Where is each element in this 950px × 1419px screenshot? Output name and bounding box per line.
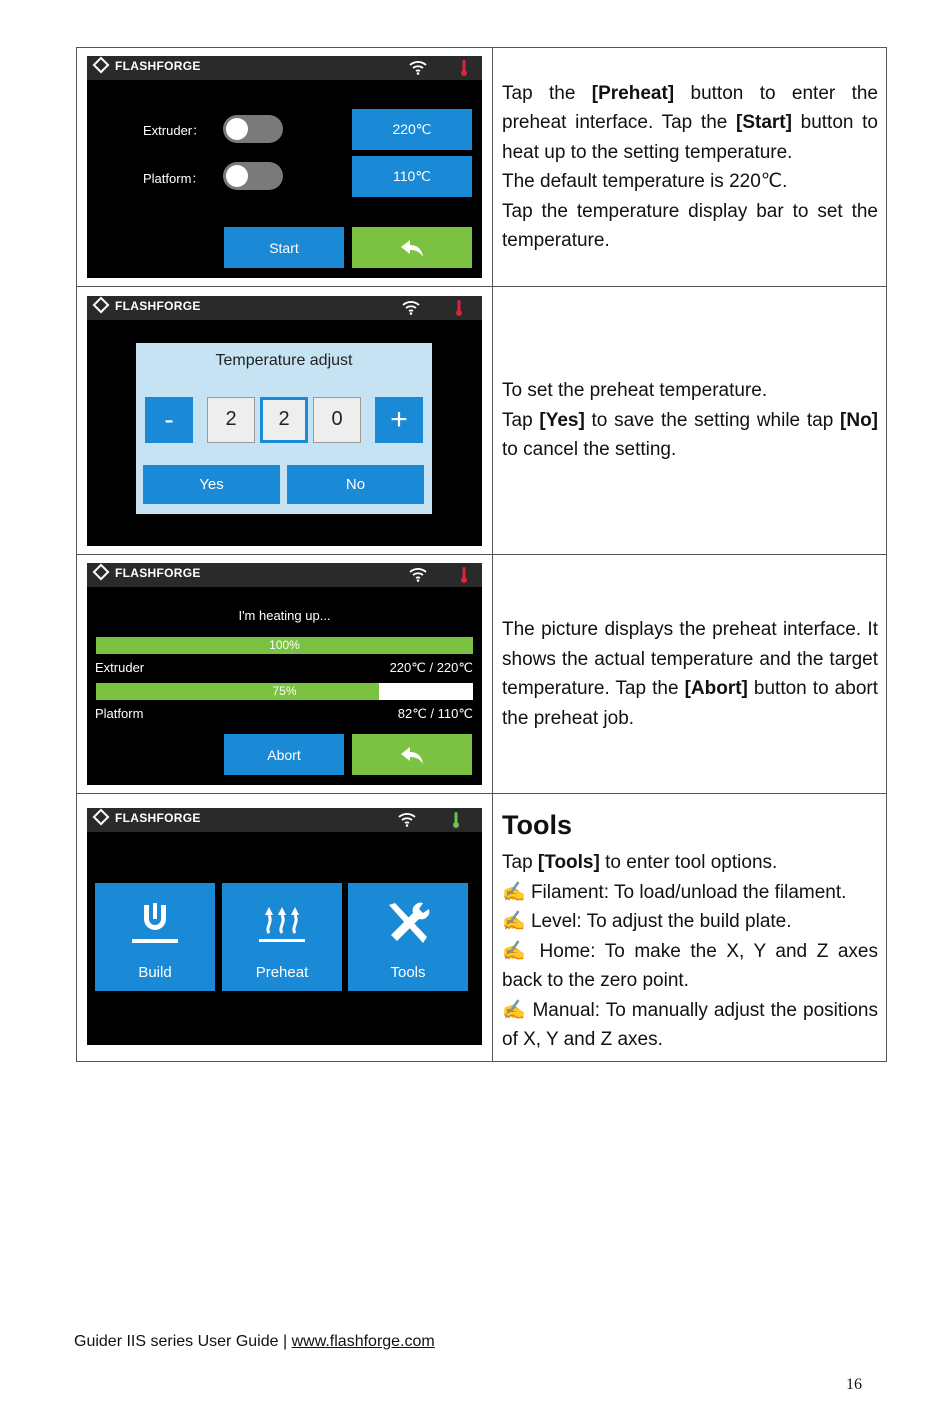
screen-cell: [77, 48, 493, 287]
preheat-screen: [87, 56, 482, 278]
abort-button[interactable]: Abort: [224, 734, 344, 775]
yes-no-note: Tap [Yes] to save the setting while tap [No] to cancel the setting.: [502, 409, 878, 461]
yes-button[interactable]: Yes: [143, 465, 280, 504]
list-item: ✍ Filament: To load/unload the filament.: [502, 881, 847, 903]
product-name: Guider IIS: [74, 1333, 147, 1350]
no-button[interactable]: No: [287, 465, 424, 504]
temperature-adjust-screen: [87, 296, 482, 546]
back-button[interactable]: [352, 227, 472, 268]
heating-description: The picture displays the preheat interface. It shows the actual temperature and the target temperature. Tap the [Abort] button to abort the preheat job.: [502, 619, 878, 729]
back-arrow-icon: [399, 238, 425, 258]
build-icon: [130, 899, 180, 947]
default-temp-note: The default temperature is 220℃.: [502, 171, 788, 192]
table-row: [77, 48, 887, 287]
heat-icon: [257, 899, 307, 947]
preheat-label: Preheat: [255, 964, 309, 981]
heating-status: I'm heating up...: [238, 608, 331, 623]
screen-cell: [77, 555, 493, 794]
screen-cell: [77, 794, 493, 1062]
page-footer: Guider IIS series User Guide | www.flashforge.com: [74, 1333, 435, 1350]
thermometer-icon: [455, 300, 463, 316]
decrease-button[interactable]: -: [145, 397, 193, 443]
platform-percent: 75%: [272, 684, 297, 698]
platform-temp-readout: 82℃ / 110℃: [397, 706, 473, 721]
platform-label: Platform：: [143, 171, 205, 186]
temperature-dialog: [136, 343, 432, 514]
wifi-icon: [409, 566, 427, 582]
extruder-percent: 100%: [269, 638, 300, 652]
platform-temp-button[interactable]: 110℃: [352, 156, 472, 197]
extruder-temp-button[interactable]: 220℃: [352, 109, 472, 150]
description-cell: [493, 48, 887, 287]
wifi-icon: [409, 59, 427, 75]
brand-logo: FLASHFORGE: [95, 299, 201, 313]
top-bar: [87, 56, 482, 80]
heating-screen: [87, 563, 482, 785]
tools-icon: [383, 899, 433, 947]
description-cell: [493, 794, 887, 1062]
digit-hundreds[interactable]: 2: [207, 397, 255, 443]
table-row: [77, 794, 887, 1062]
screen-cell: [77, 287, 493, 555]
digit-tens[interactable]: 2: [260, 397, 308, 443]
wifi-icon: [398, 811, 416, 827]
description-cell: [493, 555, 887, 794]
extruder-temp-readout: 220℃ / 220℃: [389, 660, 473, 675]
extruder-progress-bar: [96, 637, 473, 654]
extruder-toggle[interactable]: [223, 115, 283, 143]
page-number: 16: [846, 1376, 862, 1393]
list-item: ✍ Level: To adjust the build plate.: [502, 911, 792, 932]
table-row: [77, 287, 887, 555]
description-cell: [493, 287, 887, 555]
thermometer-icon: [460, 60, 468, 76]
build-label: Build: [138, 964, 172, 981]
preheat-tile[interactable]: [222, 883, 342, 991]
platform-toggle[interactable]: [223, 162, 283, 190]
home-screen: [87, 808, 482, 1045]
preheat-instruction: Tap the [Preheat] button to enter the preheat interface. Tap the [Start] button to heat up to the setting temperature.: [502, 82, 878, 163]
digit-ones[interactable]: 0: [313, 397, 361, 443]
brand-logo: FLASHFORGE: [95, 811, 201, 825]
tools-tile[interactable]: [348, 883, 468, 991]
top-bar: [87, 296, 482, 320]
start-button[interactable]: Start: [224, 227, 344, 268]
build-tile[interactable]: [95, 883, 215, 991]
list-item: ✍ Home: To make the X, Y and Z axes back to the zero point.: [502, 940, 878, 991]
top-bar: [87, 563, 482, 587]
platform-progress-bar: [96, 683, 473, 700]
back-button[interactable]: [352, 734, 472, 775]
brand-logo: FLASHFORGE: [95, 59, 201, 73]
tools-intro: Tap [Tools] to enter tool options.: [502, 852, 778, 873]
list-item: ✍ Manual: To manually adjust the positions of X, Y and Z axes.: [502, 999, 878, 1050]
increase-button[interactable]: +: [375, 397, 423, 443]
thermometer-icon: [452, 812, 460, 828]
website-link[interactable]: www.flashforge.com: [291, 1333, 435, 1350]
top-bar: [87, 808, 482, 832]
platform-label: Platform: [95, 706, 144, 721]
back-arrow-icon: [399, 745, 425, 765]
wifi-icon: [402, 299, 420, 315]
tools-heading: Tools: [502, 810, 572, 840]
thermometer-icon: [460, 567, 468, 583]
temp-bar-note: Tap the temperature display bar to set the temperature.: [502, 200, 878, 251]
brand-logo: FLASHFORGE: [95, 566, 201, 580]
table-row: [77, 555, 887, 794]
instruction-table: [76, 47, 887, 1062]
dialog-title: Temperature adjust: [215, 351, 353, 369]
tools-label: Tools: [390, 964, 426, 981]
set-temp-note: To set the preheat temperature.: [502, 380, 768, 402]
extruder-label: Extruder：: [143, 123, 206, 138]
extruder-label: Extruder: [95, 660, 145, 675]
